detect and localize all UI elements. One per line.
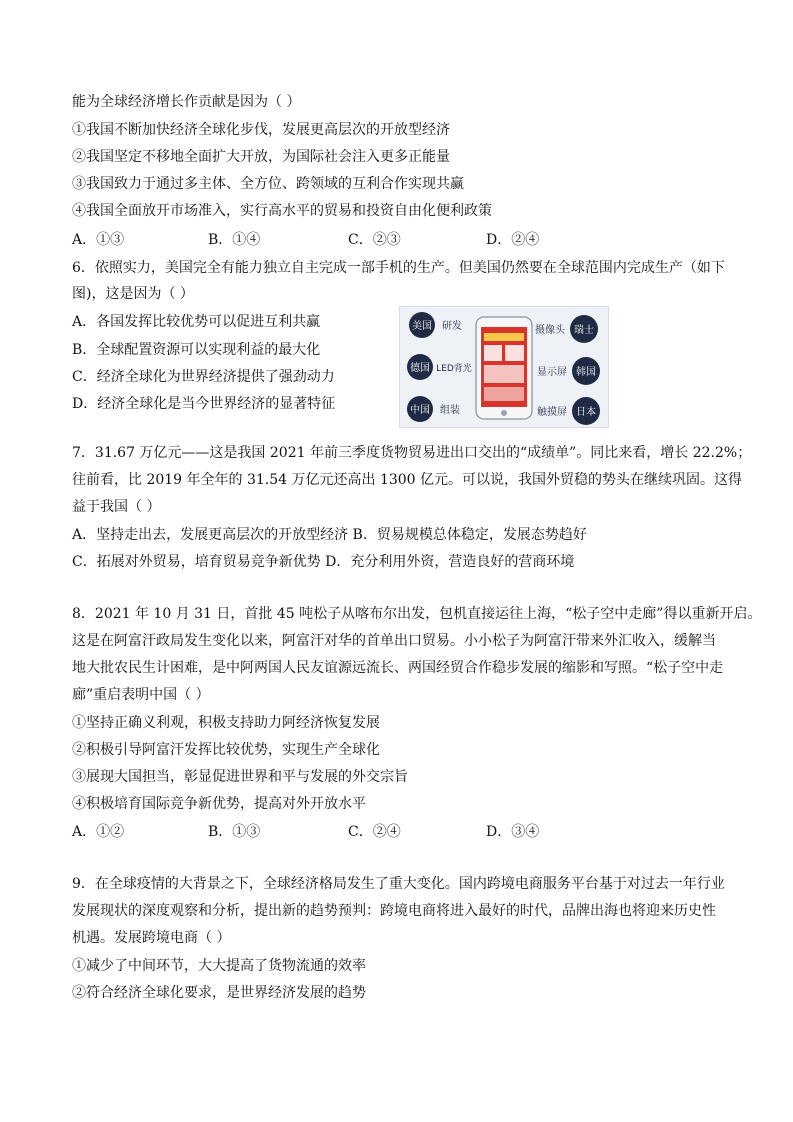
q5-item-1: ①我国不断加快经济全球化步伐，发展更高层次的开放型经济 xyxy=(72,122,450,138)
q9-stem-line-2: 发展现状的深度观察和分析，提出新的趋势预判：跨境电商将进入最好的时代，品牌出海也将迎来历史性 xyxy=(72,903,716,919)
q8-item-3: ③展现大国担当，彰显促进世界和平与发展的外交宗旨 xyxy=(72,769,408,785)
q8-item-4: ④积极培育国际竞争新优势，提高对外开放水平 xyxy=(72,796,366,812)
task-rnd: 研发 xyxy=(442,321,462,332)
q7-options-line-1[interactable]: A．坚持走出去，发展更高层次的开放型经济 B．贸易规模总体稳定，发展态势趋好 xyxy=(72,527,587,543)
country-usa: 美国 xyxy=(412,321,432,332)
q8-option-d[interactable]: D．③④ xyxy=(486,824,540,840)
phone-banner xyxy=(484,333,524,341)
q6-option-a[interactable]: A．各国发挥比较优势可以促进互利共赢 xyxy=(72,314,321,330)
q7-stem-line-2: 往前看，比 2019 年全年的 31.54 万亿元还高出 1300 亿元。可以说，我国外贸稳的势头在继续巩固。这得 xyxy=(72,472,743,488)
q6-option-c[interactable]: C．经济全球化为世界经济提供了强劲动力 xyxy=(72,369,335,385)
q9-stem-line-1: 9．在全球疫情的大背景之下，全球经济格局发生了重大变化。国内跨境电商服务平台基于对过去一年行业 xyxy=(72,876,725,892)
task-camera: 摄像头 xyxy=(535,325,565,336)
phone-tile xyxy=(484,345,502,361)
q9-item-2: ②符合经济全球化要求，是世界经济发展的趋势 xyxy=(72,985,366,1001)
phone-production-diagram xyxy=(400,307,608,427)
phone-home-button xyxy=(501,410,507,416)
phone-tile xyxy=(484,365,524,383)
q7-options-line-2[interactable]: C．拓展对外贸易，培育贸易竞争新优势 D．充分利用外资，营造良好的营商环境 xyxy=(72,554,575,570)
country-korea: 韩国 xyxy=(576,367,596,378)
q8-stem-line-4: 廊”重启表明中国（ ） xyxy=(72,687,210,703)
task-assembly: 组装 xyxy=(440,405,460,416)
q6-stem-line-1: 6．依照实力，美国完全有能力独立自主完成一部手机的生产。但美国仍然要在全球范围内完成生产（如下 xyxy=(72,260,725,276)
q5-item-3: ③我国致力于通过多主体、全方位、跨领域的互利合作实现共赢 xyxy=(72,176,464,192)
q5-option-a[interactable]: A．①③ xyxy=(72,232,125,248)
task-display: 显示屏 xyxy=(537,367,567,378)
country-japan: 日本 xyxy=(576,407,596,418)
q7-stem-line-3: 益于我国（ ） xyxy=(72,499,161,515)
q8-option-a[interactable]: A．①② xyxy=(72,824,125,840)
phone-tile xyxy=(484,387,524,401)
q8-item-2: ②积极引导阿富汗发挥比较优势，实现生产全球化 xyxy=(72,742,380,758)
q8-item-1: ①坚持正确义利观，积极支持助力阿经济恢复发展 xyxy=(72,715,380,731)
country-germany: 德国 xyxy=(410,363,430,374)
task-touchscreen: 触摸屏 xyxy=(537,407,567,418)
q9-stem-line-3: 机遇。发展跨境电商（ ） xyxy=(72,930,231,946)
q5-item-4: ④我国全面放开市场准入，实行高水平的贸易和投资自由化便利政策 xyxy=(72,203,492,219)
q8-stem-line-2: 这是在阿富汗政局发生变化以来，阿富汗对华的首单出口贸易。小小松子为阿富汗带来外汇收入，缓解当 xyxy=(72,633,716,649)
country-switzerland: 瑞士 xyxy=(574,325,594,336)
q5-item-2: ②我国坚定不移地全面扩大开放，为国际社会注入更多正能量 xyxy=(72,149,450,165)
q5-stem: 能为全球经济增长作贡献是因为（ ） xyxy=(72,94,301,110)
q8-option-b[interactable]: B．①③ xyxy=(208,824,261,840)
country-china: 中国 xyxy=(410,405,430,416)
q6-option-d[interactable]: D．经济全球化是当今世界经济的显著特征 xyxy=(72,396,336,412)
q5-option-b[interactable]: B．①④ xyxy=(208,232,261,248)
task-led: LED背光 xyxy=(436,364,472,374)
q9-item-1: ①减少了中间环节，大大提高了货物流通的效率 xyxy=(72,958,366,974)
q8-stem-line-1: 8．2021 年 10 月 31 日，首批 45 吨松子从喀布尔出发，包机直接运往上海，“松子空中走廊”得以重新开启。 xyxy=(72,606,762,622)
q6-option-b[interactable]: B．全球配置资源可以实现利益的最大化 xyxy=(72,342,321,358)
q5-option-c[interactable]: C．②③ xyxy=(348,232,401,248)
q8-option-c[interactable]: C．②④ xyxy=(348,824,401,840)
q6-stem-line-2: 图)，这是因为（ ） xyxy=(72,286,194,302)
phone-tile xyxy=(505,345,524,361)
q5-option-d[interactable]: D．②④ xyxy=(486,232,540,248)
phone-production-figure xyxy=(399,306,609,428)
q8-stem-line-3: 地大批农民生计困难，是中阿两国人民友谊源远流长、两国经贸合作稳步发展的缩影和写照。“松子空中走 xyxy=(72,660,724,676)
q7-stem-line-1: 7．31.67 万亿元——这是我国 2021 年前三季度货物贸易进出口交出的“成绩单”。同比来看，增长 22.2%； xyxy=(72,445,752,461)
